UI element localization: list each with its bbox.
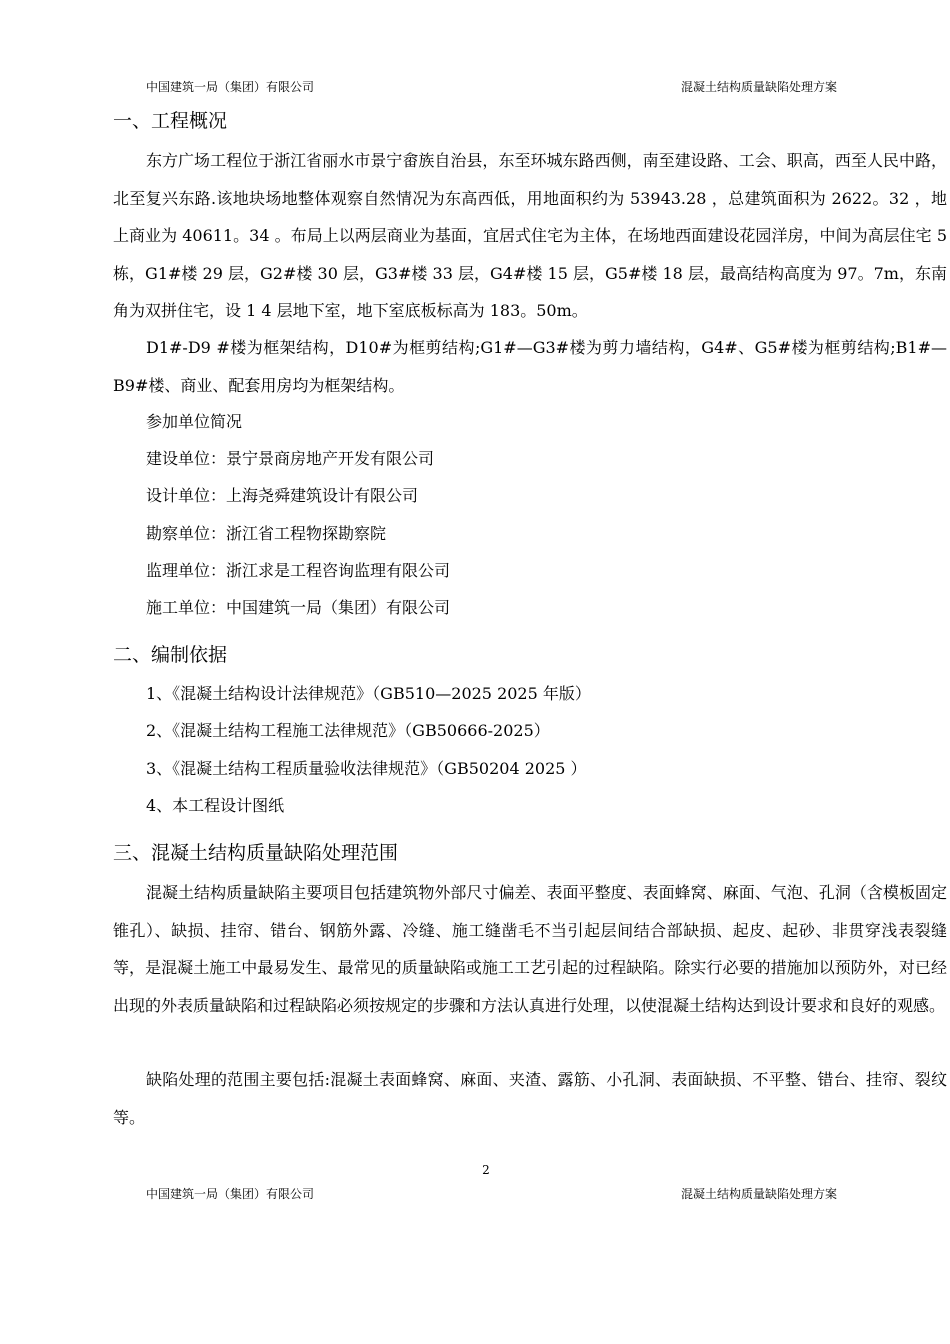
header-company: 中国建筑一局（集团）有限公司 <box>146 80 315 94</box>
header-doc-title: 混凝土结构质量缺陷处理方案 <box>681 1187 838 1201</box>
basis-item: 3、《混凝土结构工程质量验收法律规范》（GB50204 2025 ） <box>146 759 587 778</box>
section2-heading: 二、编制依据 <box>113 644 228 666</box>
section1-paragraph-2: D1#-D9 #楼为框架结构，D10#为框剪结构;G1#—G3#楼为剪力墙结构，G4#、G5#楼为框剪结构;B1#—B9#楼、商业、配套用房均为框架结构。 <box>113 338 947 395</box>
section3-paragraph-2: 缺陷处理的范围主要包括:混凝土表面蜂窝、麻面、夹渣、露筋、小孔洞、表面缺损、不平整、错台、挂帘、裂纹等。 <box>113 1070 947 1127</box>
unit-item: 施工单位：中国建筑一局（集团）有限公司 <box>146 598 451 617</box>
page-number: 2 <box>482 1163 490 1177</box>
unit-item: 监理单位：浙江求是工程咨询监理有限公司 <box>146 561 451 580</box>
basis-item: 4、本工程设计图纸 <box>146 796 285 815</box>
section1-paragraph-1: 东方广场工程位于浙江省丽水市景宁畲族自治县，东至环城东路西侧，南至建设路、工会、职高，西至人民中路，北至复兴东路.该地块场地整体观察自然情况为东高西低，用地面积约为 53943.28 ，总建筑面积为 2622。32 ，地上商业为 40611。34 。布局上以两层商业为基面，宜居式住宅为主体，在场地西面建设花园洋房，中间为高层住宅 5 栋，G1#楼 29 层，G2#楼 30 层，G3#楼 33 层，G4#楼 15 层，G5#楼 18 层，最高结构高度为 97。7m，东南角为双拼住宅，设 1 4 层地下室，地下室底板标高为 183。50m。 <box>113 151 947 320</box>
unit-item: 建设单位：景宁景商房地产开发有限公司 <box>146 449 435 468</box>
unit-item: 设计单位：上海尧舜建筑设计有限公司 <box>146 486 419 505</box>
units-title: 参加单位简况 <box>146 412 243 431</box>
header-company: 中国建筑一局（集团）有限公司 <box>146 1187 315 1201</box>
basis-item: 1、《混凝土结构设计法律规范》（GB510—2025 2025 年版） <box>146 684 591 703</box>
unit-item: 勘察单位：浙江省工程物探勘察院 <box>146 524 387 543</box>
section3-paragraph-1: 混凝土结构质量缺陷主要项目包括建筑物外部尺寸偏差、表面平整度、表面蜂窝、麻面、气泡、孔洞（含模板固定锥孔）、缺损、挂帘、错台、钢筋外露、冷缝、施工缝凿毛不当引起层间结合部缺损、起皮、起砂、非贯穿浅表裂缝等，是混凝土施工中最易发生、最常见的质量缺陷或施工工艺引起的过程缺陷。除实行必要的措施加以预防外，对已经出现的外表质量缺陷和过程缺陷必须按规定的步骤和方法认真进行处理，以使混凝土结构达到设计要求和良好的观感。 <box>113 883 947 1015</box>
section3-heading: 三、混凝土结构质量缺陷处理范围 <box>113 842 399 864</box>
section1-heading: 一、工程概况 <box>113 110 228 132</box>
basis-item: 2、《混凝土结构工程施工法律规范》（GB50666-2025） <box>146 721 550 740</box>
header-doc-title: 混凝土结构质量缺陷处理方案 <box>681 80 838 94</box>
